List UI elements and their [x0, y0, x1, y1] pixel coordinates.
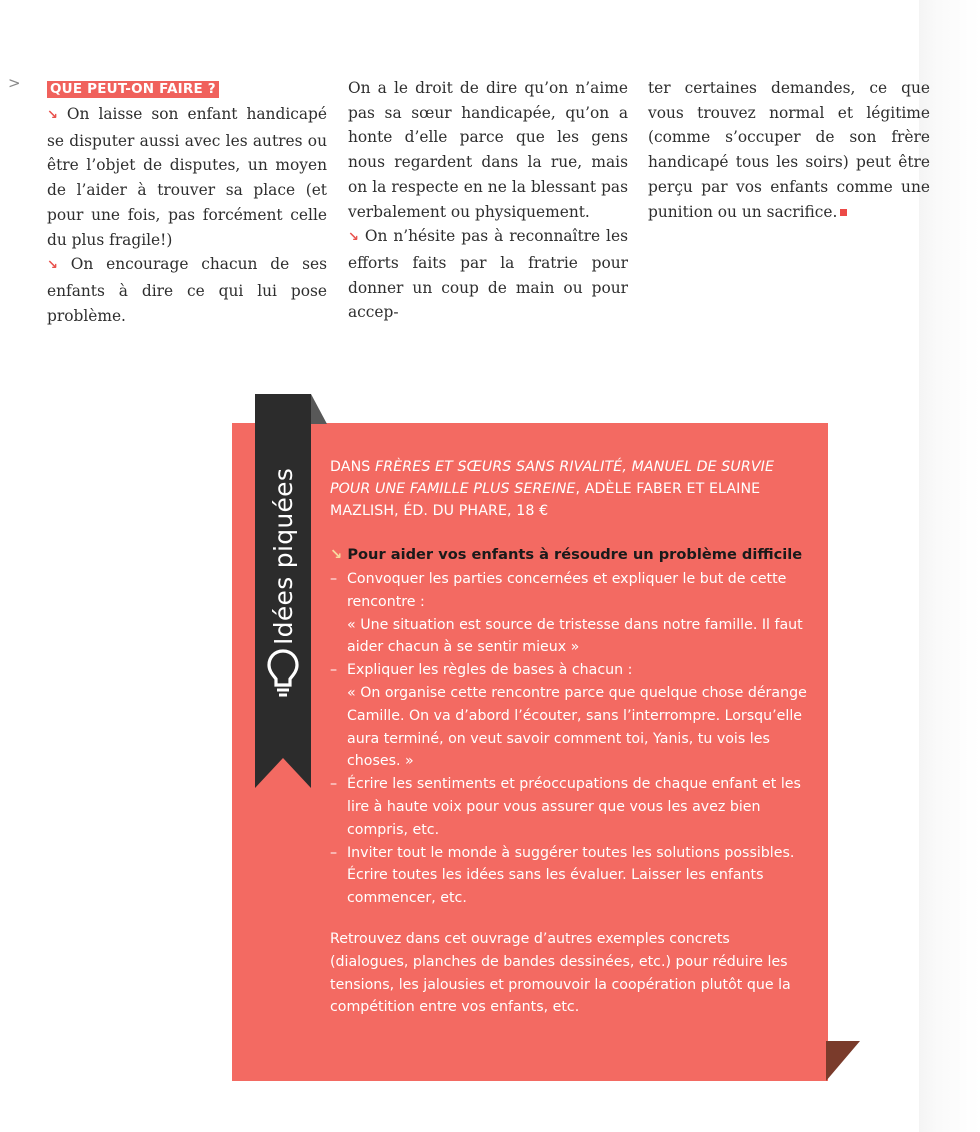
dash-bullet: –	[330, 776, 338, 793]
step-text: Convoquer les parties concernées et expliquer le but de cette rencontre :	[347, 571, 787, 610]
list-item	[330, 659, 810, 773]
step-text: Expliquer les règles de bases à chacun :	[347, 662, 633, 679]
box-subheading	[330, 544, 810, 566]
list-item	[330, 842, 810, 910]
box-corner-fold	[826, 1041, 860, 1081]
paragraph-text: On n’hésite pas à reconnaître les efforts faits par la fratrie pour donner un coup de main ou pour accep-	[348, 227, 628, 322]
book-reference	[330, 456, 810, 522]
margin-marker: >	[8, 74, 21, 92]
step-text: Inviter tout le monde à suggérer toutes les solutions possibles. Écrire toutes les idées sans les évaluer. Laisser les enfants commencer, etc.	[347, 844, 795, 907]
end-of-article-square-icon	[840, 209, 847, 216]
arrow-bullet-icon: ↘	[330, 546, 343, 563]
paragraph	[47, 102, 327, 252]
paragraph-text: On encourage chacun de ses enfants à dire ce qui lui pose problème.	[47, 255, 327, 325]
arrow-bullet-icon: ↘	[47, 108, 58, 123]
book-title: FRÈRES ET SŒURS SANS RIVALITÉ, MANUEL DE SURVIE POUR UNE FAMILLE PLUS SEREINE	[330, 459, 775, 497]
text-column-3	[648, 76, 930, 224]
paragraph	[348, 76, 628, 224]
lightbulb-icon	[266, 648, 300, 700]
paragraph-text: On laisse son enfant handicapé se disputer aussi avec les autres ou être l’objet de disputes, un moyen de l’aider à trouver sa place (et pour une fois, pas forcément celle du plus fragile!)	[47, 105, 327, 249]
paragraph-text: ter certaines demandes, ce que vous trouvez normal et légitime (comme s’occuper de son frère handicapé tous les soirs) peut être perçu par vos enfants comme une punition ou un sacrifice.	[648, 79, 930, 221]
ideas-box-content	[330, 456, 810, 1019]
section-heading: QUE PEUT-ON FAIRE ?	[47, 81, 219, 98]
paragraph-text: On a le droit de dire qu’on n’aime pas sa sœur handicapée, qu’on a honte d’elle parce que les gens nous regardent dans la rue, mais on la respecte en ne la blessant pas verbalement ou physiquement.	[348, 79, 628, 221]
text-column-1	[47, 76, 327, 328]
book-prefix: DANS	[330, 459, 376, 475]
list-item	[330, 568, 810, 659]
list-item	[330, 773, 810, 841]
arrow-bullet-icon: ↘	[348, 230, 359, 246]
text-column-2	[348, 76, 628, 325]
step-quote: « On organise cette rencontre parce que quelque chose dérange Camille. On va d’abord l’écouter, sans l’interrompre. Lorsqu’elle aura terminé, on veut savoir comment toi, Yanis, tu vois les choses. »	[347, 684, 807, 770]
dash-bullet: –	[330, 571, 338, 587]
book-details: , ADÈLE FABER ET ELAINE MAZLISH, ÉD. DU PHARE, 18 €	[330, 481, 761, 519]
paragraph	[648, 76, 930, 224]
ribbon-fold	[311, 394, 327, 424]
dash-bullet: –	[330, 662, 338, 679]
step-quote: « Une situation est source de tristesse dans notre famille. Il faut aider chacun à se sentir mieux »	[347, 616, 803, 656]
paragraph	[47, 252, 327, 328]
arrow-bullet-icon: ↘	[47, 258, 58, 274]
steps-list	[330, 568, 810, 910]
closing-paragraph: Retrouvez dans cet ouvrage d’autres exemples concrets (dialogues, planches de bandes dessinées, etc.) pour réduire les tensions, les jalousies et promouvoir la coopération plutôt que la compétition entre vos enfants, etc.	[330, 930, 791, 1016]
dash-bullet: –	[330, 844, 338, 861]
step-text: Écrire les sentiments et préoccupations de chaque enfant et les lire à haute voix pour vous assurer que vous les avez bien compris, etc.	[347, 776, 801, 838]
paragraph	[348, 224, 628, 325]
subheading-text: Pour aider vos enfants à résoudre un problème difficile	[347, 546, 803, 563]
ribbon-label: Idées piquées	[269, 467, 298, 645]
